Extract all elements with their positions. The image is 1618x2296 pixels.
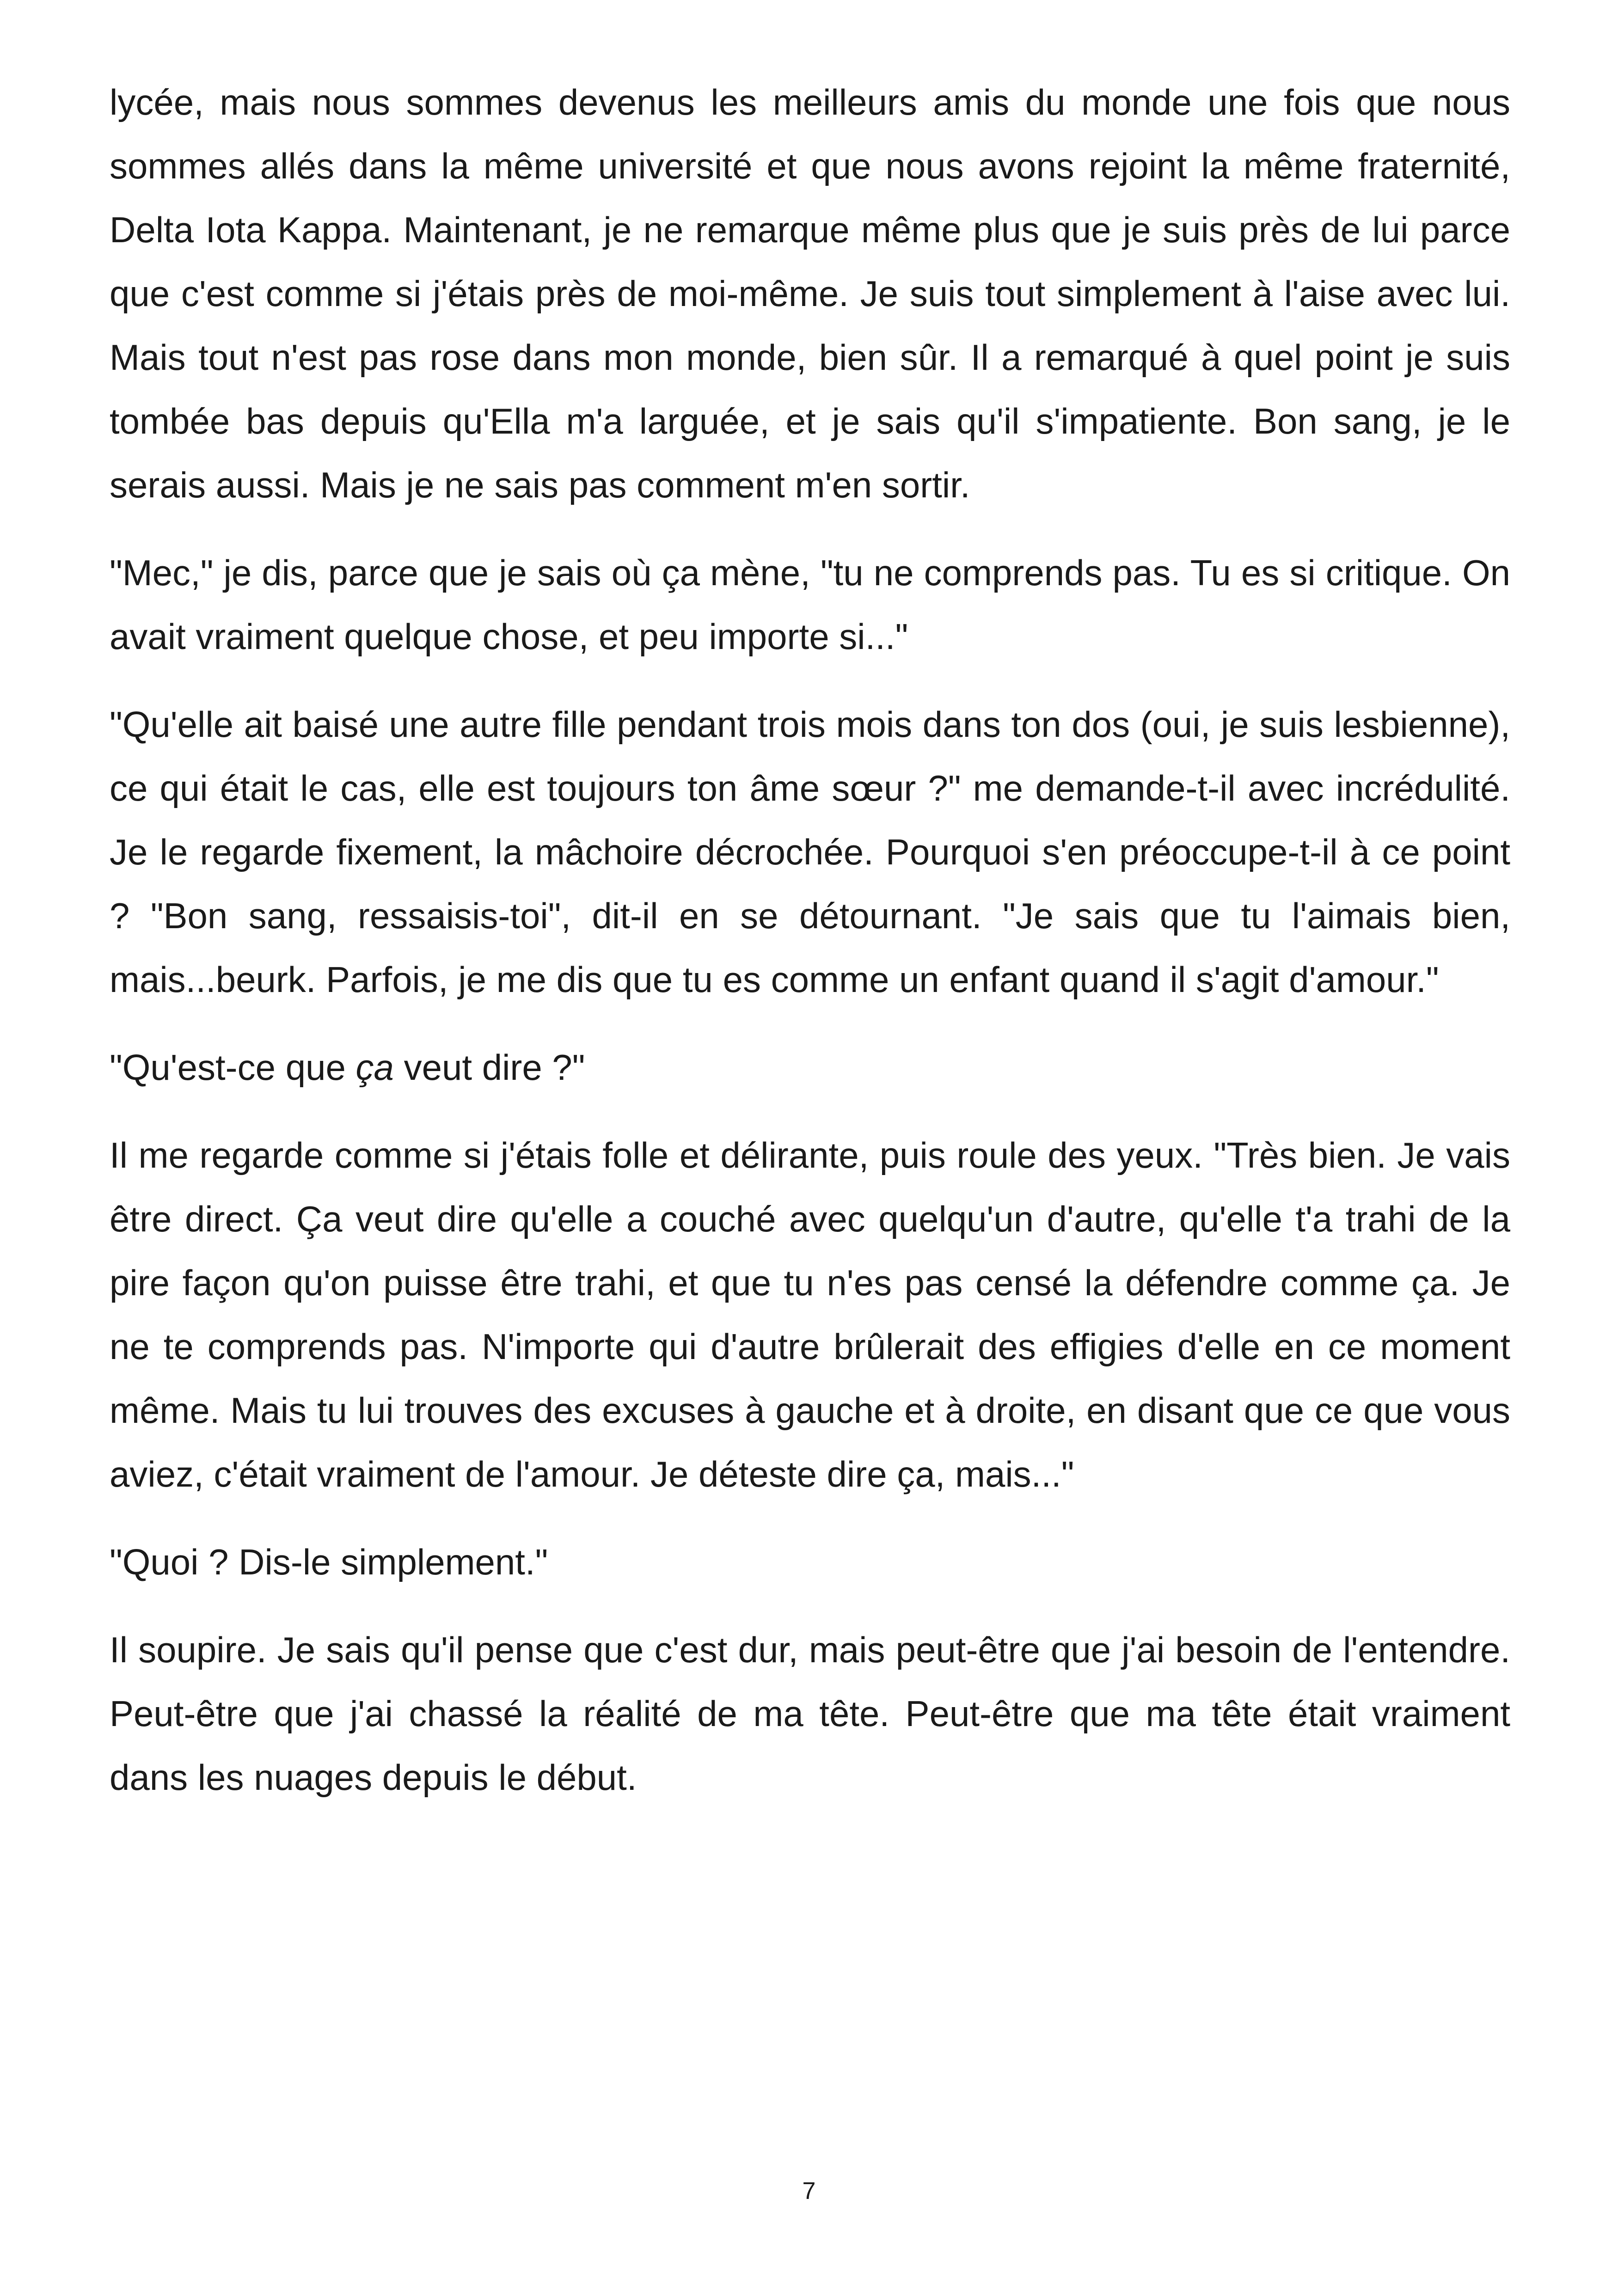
page-number: 7 (802, 2178, 816, 2204)
body-text (110, 70, 1510, 1833)
paragraph-4-after: veut dire ?" (393, 1047, 585, 1088)
paragraph-6: "Quoi ? Dis-le simplement." (110, 1542, 548, 1582)
paragraph-7: Il soupire. Je sais qu'il pense que c'est dur, mais peut-être que j'ai besoin de l'entendre. Peut-être que j'ai chassé la réalité de ma tête. Peut-être que ma tête était vraiment dans les nuages depuis le début. (110, 1629, 1510, 1798)
paragraph-2: "Mec," je dis, parce que je sais où ça mène, "tu ne comprends pas. Tu es si critique. On avait vraiment quelque chose, et peu importe si..." (110, 552, 1510, 657)
paragraph-4-before: "Qu'est-ce que (110, 1047, 356, 1088)
paragraph-4 (110, 1035, 1510, 1099)
paragraph-5: Il me regarde comme si j'étais folle et délirante, puis roule des yeux. "Très bien. Je vais être direct. Ça veut dire qu'elle a couché avec quelqu'un d'autre, qu'elle t'a trahi de la pire façon qu'on puisse être trahi, et que tu n'es pas censé la défendre comme ça. Je ne te comprends pas. N'importe qui d'autre brûlerait des effigies d'elle en ce moment même. Mais tu lui trouves des excuses à gauche et à droite, en disant que ce que vous aviez, c'était vraiment de l'amour. Je déteste dire ça, mais..." (110, 1135, 1510, 1494)
paragraph-3: "Qu'elle ait baisé une autre fille pendant trois mois dans ton dos (oui, je suis lesbienne), ce qui était le cas, elle est toujours ton âme sœur ?" me demande-t-il avec incrédulité. Je le regarde fixement, la mâchoire décrochée. Pourquoi s'en préoccupe-t-il à ce point ? "Bon sang, ressaisis-toi", dit-il en se détournant. "Je sais que tu l'aimais bien, mais...beurk. Parfois, je me dis que tu es comme un enfant quand il s'agit d'amour." (110, 704, 1510, 1000)
paragraph-1: lycée, mais nous sommes devenus les meilleurs amis du monde une fois que nous sommes allés dans la même université et que nous avons rejoint la même fraternité, Delta Iota Kappa. Maintenant, je ne remarque même plus que je suis près de lui parce que c'est comme si j'étais près de moi-même. Je suis tout simplement à l'aise avec lui. Mais tout n'est pas rose dans mon monde, bien sûr. Il a remarqué à quel point je suis tombée bas depuis qu'Ella m'a larguée, et je sais qu'il s'impatiente. Bon sang, je le serais aussi. Mais je ne sais pas comment m'en sortir. (110, 82, 1510, 505)
paragraph-4-emphasis: ça (355, 1047, 394, 1088)
